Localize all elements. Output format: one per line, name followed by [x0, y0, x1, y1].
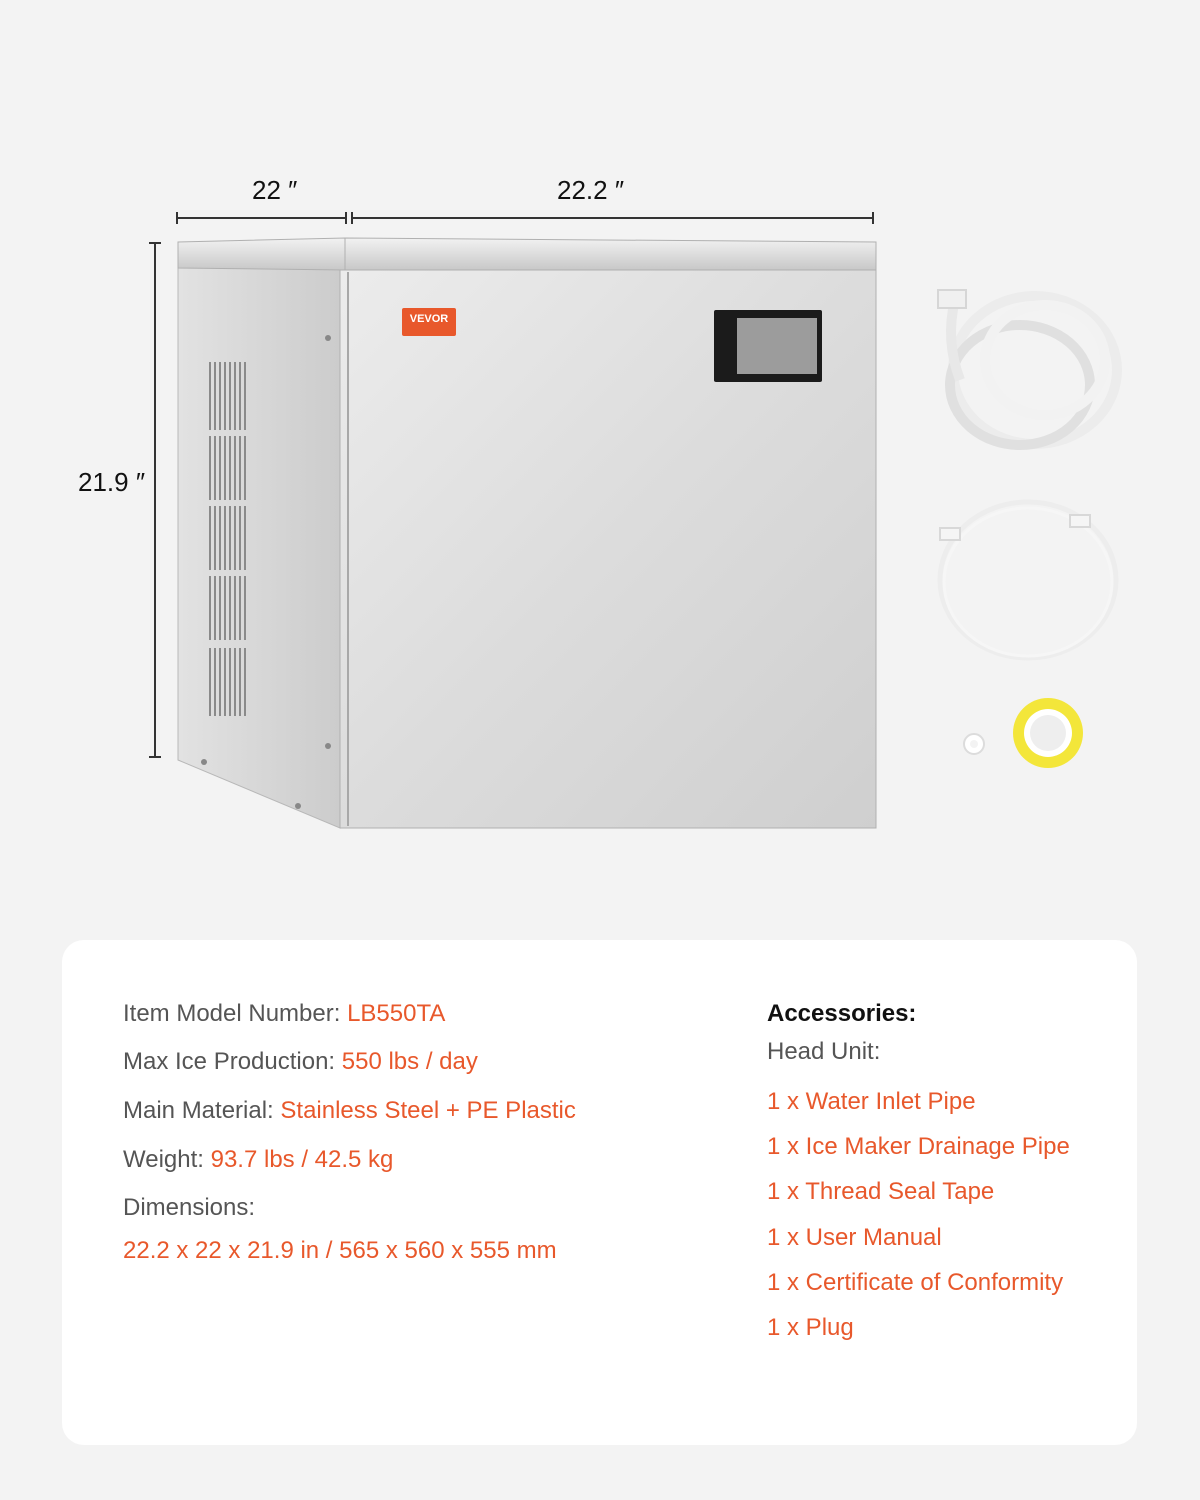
spec-production-label: Max Ice Production: — [123, 1048, 342, 1075]
spec-production-value: 550 lbs / day — [341, 1048, 478, 1075]
accessories-title: Accessories: — [767, 1000, 917, 1027]
dimension-line-width — [352, 212, 873, 224]
spec-model-value: LB550TA — [347, 1000, 446, 1027]
water-inlet-pipe-image — [938, 290, 1117, 445]
specifications-card — [62, 940, 1137, 1445]
brand-badge-text: VEVOR — [409, 313, 449, 325]
spec-production — [123, 1048, 478, 1076]
spec-model-label: Item Model Number: — [123, 1000, 348, 1027]
spec-dimensions-label: Dimensions: — [123, 1194, 256, 1221]
depth-dimension-label: 22 ″ — [252, 175, 298, 205]
accessory-item: 1 x Water Inlet Pipe — [767, 1088, 976, 1115]
width-dimension-label: 22.2 ″ — [557, 175, 625, 205]
accessories-subtitle: Head Unit: — [767, 1038, 881, 1065]
ice-machine — [178, 238, 876, 828]
dimension-line-depth — [177, 212, 346, 224]
thread-seal-tape-image — [964, 698, 1083, 768]
spec-material-value: Stainless Steel + PE Plastic — [280, 1097, 576, 1124]
spec-weight-label: Weight: — [123, 1146, 211, 1173]
accessory-item: 1 x Plug — [767, 1314, 854, 1341]
accessory-item: 1 x Thread Seal Tape — [767, 1178, 995, 1205]
spec-dimensions-value: 22.2 x 22 x 21.9 in / 565 x 560 x 555 mm — [123, 1237, 557, 1264]
spec-material-label: Main Material: — [123, 1097, 281, 1124]
accessory-item: 1 x User Manual — [767, 1224, 942, 1251]
spec-model — [123, 1000, 445, 1028]
drainage-pipe-image — [940, 502, 1116, 658]
height-dimension-label: 21.9 ″ — [78, 467, 146, 497]
spec-weight-value: 93.7 lbs / 42.5 kg — [210, 1146, 394, 1173]
dimension-line-height — [149, 243, 161, 757]
spec-weight — [123, 1146, 393, 1174]
accessory-item: 1 x Certificate of Conformity — [767, 1269, 1064, 1296]
accessory-item: 1 x Ice Maker Drainage Pipe — [767, 1133, 1070, 1160]
spec-material — [123, 1097, 576, 1125]
